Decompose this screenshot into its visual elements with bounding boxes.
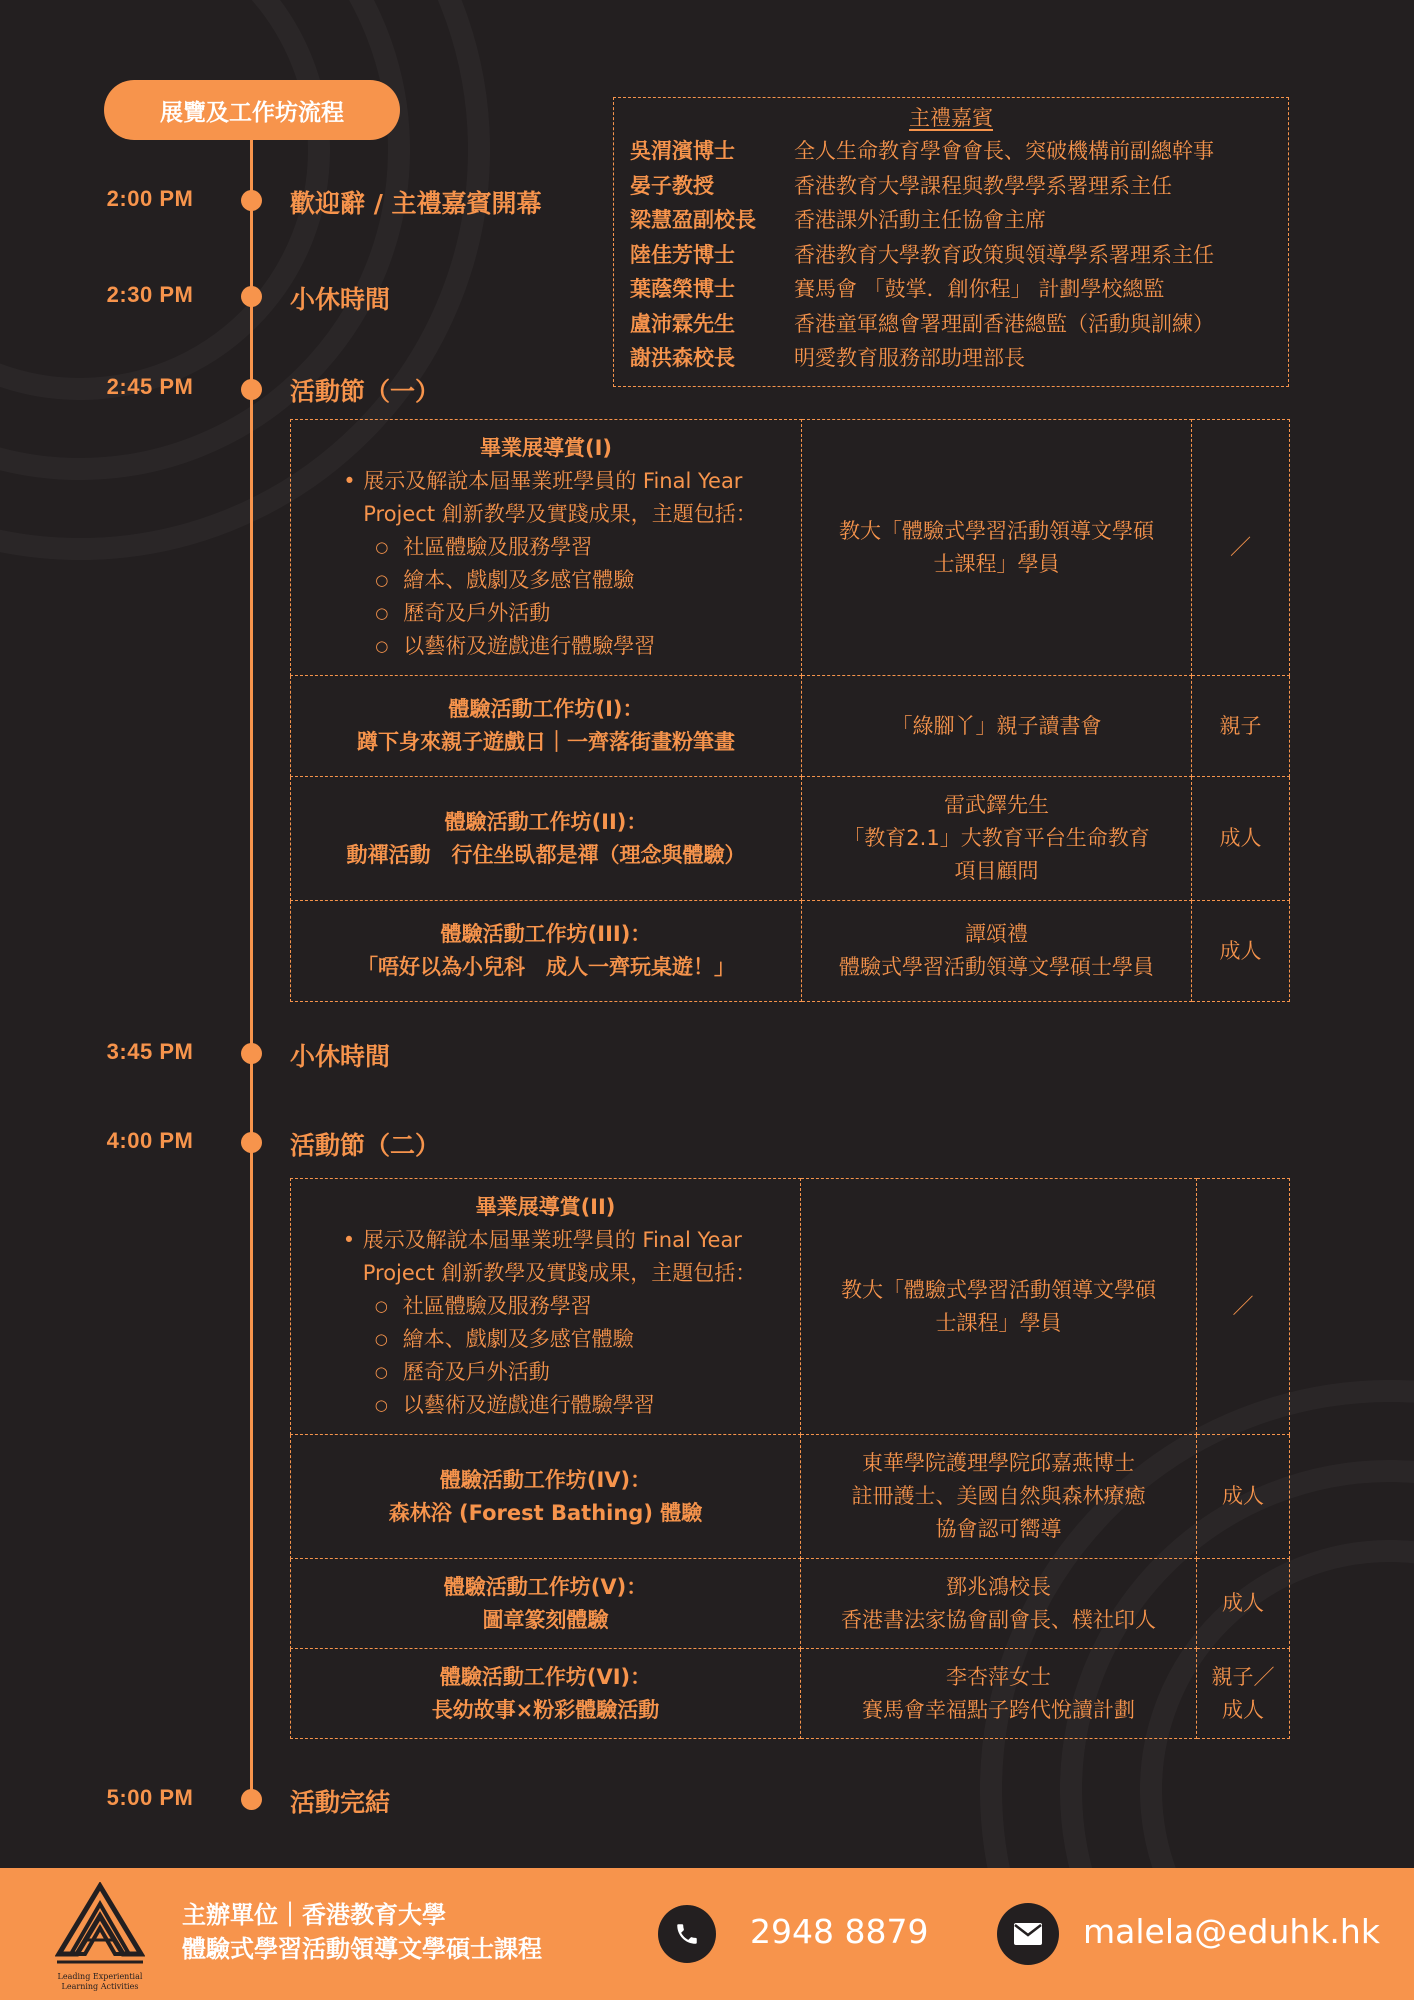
host-cell (802, 420, 1192, 676)
guest-title: 全人生命教育學會會長、突破機構前副總幹事 (794, 139, 1214, 163)
session-1-table (290, 419, 1290, 1002)
table-row (291, 420, 1290, 676)
phone-icon (658, 1905, 716, 1963)
timeline-event: 活動完結 (290, 1788, 391, 1817)
activity-cell (291, 1649, 801, 1739)
audience-cell: 親子 (1192, 676, 1290, 777)
session-2-table (290, 1178, 1290, 1739)
audience-cell: ／ (1197, 1179, 1290, 1435)
email-address[interactable]: malela@eduhk.hk (1083, 1912, 1380, 1951)
workshop-subtitle: 動禪活動 行住坐臥都是禪（理念與體驗） (346, 842, 746, 867)
topic-item: ○ 以藝術及遊戲進行體驗學習 (335, 630, 757, 663)
host-line: 體驗式學習活動領導文學碩士學員 (839, 955, 1154, 979)
guest-row (630, 341, 1272, 376)
audience-line: 親子／ (1211, 1664, 1275, 1689)
host-line: 賽馬會幸福點子跨代悅讀計劃 (862, 1697, 1135, 1722)
guest-title: 香港童軍總會署理副香港總監（活動與訓練） (794, 311, 1214, 336)
workshop-subtitle: 蹲下身來親子遊戲日｜一齊落街畫粉筆畫 (357, 730, 735, 754)
workshop-title: 體驗活動工作坊(V)： (443, 1574, 648, 1599)
timeline-dot (241, 286, 262, 307)
host-line: 協會認可嚮導 (935, 1517, 1062, 1541)
guest-row (630, 272, 1272, 307)
host-line: 「教育2.1」大教育平台生命教育 (843, 826, 1150, 850)
guest-name: 晏子教授 (630, 173, 714, 198)
guest-list-title: 主禮嘉賓 (909, 106, 993, 130)
host-cell (801, 1649, 1197, 1739)
timeline-event: 活動節（一） (290, 377, 441, 406)
timeline-dot (241, 1789, 262, 1810)
footer (0, 1868, 1414, 2000)
guest-row (630, 307, 1272, 342)
timeline-dot (241, 1043, 262, 1064)
host-line: 教大「體驗式學習活動領導文學碩 (841, 1277, 1156, 1302)
bullet-line: Project 創新教學及實踐成果，主題包括： (363, 502, 757, 526)
guest-name: 陸佳芳博士 (630, 242, 735, 267)
host-line: 雷武鐸先生 (944, 793, 1049, 817)
activity-cell (291, 777, 802, 901)
audience-cell: 成人 (1197, 1559, 1290, 1649)
guest-name: 葉蔭榮博士 (630, 277, 735, 301)
table-row (291, 1559, 1290, 1649)
audience-cell: 成人 (1192, 777, 1290, 901)
audience-cell: 成人 (1197, 1435, 1290, 1559)
organizer-line: 體驗式學習活動領導文學碩士課程 (182, 1935, 542, 1963)
timeline-event: 活動節（二） (290, 1131, 441, 1160)
program-logo (50, 1882, 150, 1990)
guest-title: 香港教育大學教育政策與領導學系署理系主任 (794, 242, 1214, 267)
guest-name: 盧沛霖先生 (630, 311, 735, 336)
host-line: 李杏萍女士 (946, 1664, 1051, 1689)
timeline-time: 2:00 PM (106, 186, 194, 211)
host-line: 鄧兆鴻校長 (946, 1574, 1051, 1599)
bullet-line: • 展示及解說本屆畢業班學員的 Final Year (335, 465, 757, 498)
workshop-title: 體驗活動工作坊(II)： (444, 809, 648, 834)
guest-row (630, 169, 1272, 204)
timeline-dot (241, 1132, 262, 1153)
table-row (291, 777, 1290, 901)
activity-title: 畢業展導賞(I) (479, 436, 612, 460)
workshop-subtitle: 森林浴 (Forest Bathing) 體驗 (388, 1500, 703, 1525)
host-line: 教大「體驗式學習活動領導文學碩 (839, 518, 1154, 543)
guest-title: 香港教育大學課程與教學學系署理系主任 (794, 173, 1172, 198)
activity-cell (291, 676, 802, 777)
host-line: 香港書法家協會副會長、樸社印人 (841, 1607, 1156, 1632)
workshop-subtitle: 「唔好以為小兒科 成人一齊玩桌遊！」 (357, 955, 735, 979)
table-row (291, 1179, 1290, 1435)
timeline-dot (241, 379, 262, 400)
logo-mark-icon (55, 1882, 145, 1968)
logo-caption: Learning Activities (61, 1982, 139, 1991)
topic-item: ○ 社區體驗及服務學習 (335, 531, 757, 564)
topic-item: ○ 歷奇及戶外活動 (335, 1356, 757, 1389)
timeline-dot (241, 190, 262, 211)
guest-row (630, 203, 1272, 238)
guest-row (630, 134, 1272, 169)
workshop-title: 體驗活動工作坊(I)： (448, 697, 644, 721)
timeline-time: 2:30 PM (106, 282, 194, 307)
table-row (291, 901, 1290, 1002)
host-cell (801, 1435, 1197, 1559)
timeline-time: 4:00 PM (106, 1128, 194, 1153)
bullet-line: Project 創新教學及實踐成果，主題包括： (362, 1261, 757, 1285)
topic-item: ○ 以藝術及遊戲進行體驗學習 (335, 1389, 757, 1422)
workshop-title: 體驗活動工作坊(III)： (440, 922, 652, 946)
host-cell (802, 676, 1192, 777)
workshop-subtitle: 圖章篆刻體驗 (482, 1607, 609, 1632)
table-row (291, 1435, 1290, 1559)
envelope-icon (997, 1903, 1059, 1965)
workshop-subtitle: 長幼故事×粉彩體驗活動 (431, 1697, 660, 1722)
host-cell (801, 1559, 1197, 1649)
timeline-time: 5:00 PM (106, 1785, 194, 1810)
table-row (291, 1649, 1290, 1739)
activity-cell (291, 420, 802, 676)
logo-caption: Leading Experiential (57, 1972, 143, 1981)
workshop-title: 體驗活動工作坊(VI)： (439, 1664, 652, 1689)
timeline-event: 歡迎辭 / 主禮嘉賓開幕 (290, 189, 542, 218)
host-cell (801, 1179, 1197, 1435)
organizer-line: 主辦單位｜香港教育大學 (182, 1901, 446, 1929)
guest-name: 謝洪森校長 (630, 346, 735, 370)
guest-name: 吳渭濱博士 (630, 139, 735, 163)
activity-cell (291, 1559, 801, 1649)
guest-title: 明愛教育服務部助理部長 (794, 346, 1025, 370)
topic-item: ○ 繪本、戲劇及多感官體驗 (335, 1323, 757, 1356)
organizer-text (182, 1898, 542, 1966)
timeline-time: 3:45 PM (106, 1039, 194, 1064)
activity-cell (291, 901, 802, 1002)
host-line: 註冊護士、美國自然與森林療癒 (851, 1484, 1146, 1508)
audience-line: 成人 (1222, 1697, 1264, 1722)
timeline-time: 2:45 PM (106, 374, 194, 399)
topic-item: ○ 繪本、戲劇及多感官體驗 (335, 564, 757, 597)
host-line: 士課程」學員 (933, 551, 1060, 576)
workshop-title: 體驗活動工作坊(IV)： (439, 1467, 652, 1492)
activity-cell (291, 1179, 801, 1435)
guest-name: 梁慧盈副校長 (630, 208, 756, 232)
activity-cell (291, 1435, 801, 1559)
host-cell (802, 901, 1192, 1002)
bullet-line: • 展示及解說本屆畢業班學員的 Final Year (335, 1224, 757, 1257)
audience-cell (1197, 1649, 1290, 1739)
guest-title: 賽馬會 「鼓掌．創你程」 計劃學校總監 (794, 277, 1165, 301)
phone-number[interactable]: 2948 8879 (750, 1912, 929, 1951)
activity-title: 畢業展導賞(II) (475, 1195, 616, 1219)
host-line: 項目顧問 (954, 859, 1039, 883)
activity-description (335, 465, 757, 663)
host-line: 士課程」學員 (935, 1310, 1062, 1335)
activity-description (335, 1224, 757, 1422)
audience-cell: ／ (1192, 420, 1290, 676)
table-row (291, 676, 1290, 777)
timeline-event: 小休時間 (290, 285, 391, 314)
topic-item: ○ 歷奇及戶外活動 (335, 597, 757, 630)
host-line: 東華學院護理學院邱嘉燕博士 (862, 1451, 1135, 1475)
page-title: 展覽及工作坊流程 (104, 80, 400, 140)
guest-row (630, 238, 1272, 273)
timeline-event: 小休時間 (290, 1042, 391, 1071)
topic-item: ○ 社區體驗及服務學習 (335, 1290, 757, 1323)
guest-title: 香港課外活動主任協會主席 (794, 208, 1046, 232)
guest-list-box (613, 97, 1289, 387)
host-line: 「綠腳丫」親子讀書會 (891, 713, 1102, 738)
host-cell (802, 777, 1192, 901)
audience-cell: 成人 (1192, 901, 1290, 1002)
host-line: 譚頌禮 (965, 922, 1028, 946)
